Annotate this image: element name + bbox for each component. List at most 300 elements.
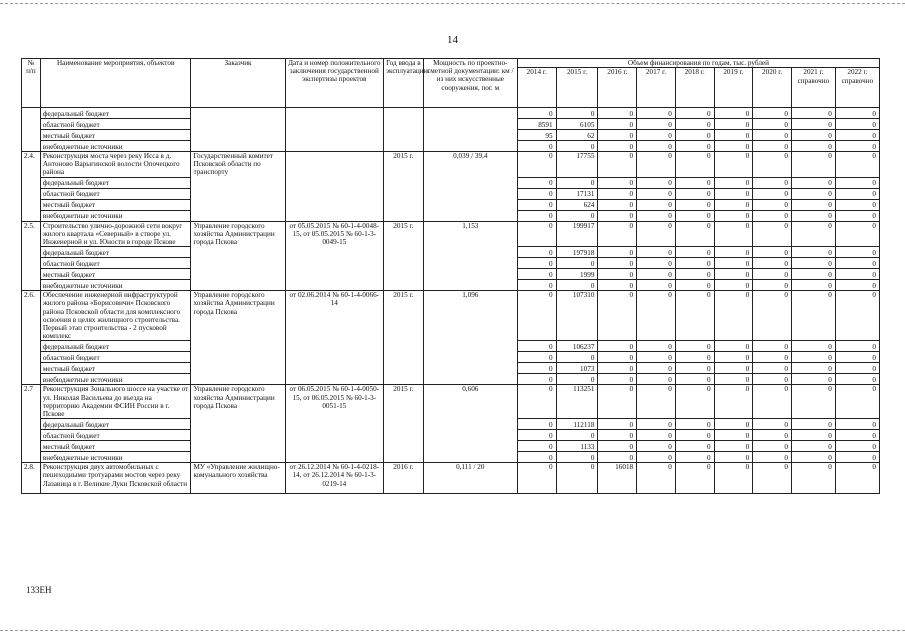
value-cell: 112118 bbox=[556, 419, 598, 430]
value-cell: 0 bbox=[835, 152, 879, 178]
value-cell: 0 bbox=[753, 199, 792, 210]
header-year-3: 2017 г. bbox=[637, 68, 676, 108]
value-cell: 0 bbox=[517, 374, 556, 385]
value-cell: 0 bbox=[753, 210, 792, 221]
value-cell: 0 bbox=[714, 269, 753, 280]
item-row bbox=[22, 221, 880, 247]
value-cell: 0 bbox=[791, 441, 835, 452]
value-cell: 0 bbox=[791, 247, 835, 258]
item-name: Строительство улично-дорожной сети вокруг жилого квартала «Северный» в створе ул. Инженерной и ул. Юности в городе Пскове bbox=[40, 221, 191, 247]
value-cell: 0 bbox=[753, 269, 792, 280]
value-cell: 0 bbox=[753, 341, 792, 352]
source-label: федеральный бюджет bbox=[40, 419, 191, 430]
value-cell: 0 bbox=[714, 441, 753, 452]
value-cell: 0 bbox=[835, 419, 879, 430]
value-cell: 0 bbox=[517, 430, 556, 441]
value-cell: 0 bbox=[835, 188, 879, 199]
header-num: № п/п bbox=[22, 59, 41, 108]
value-cell: 0 bbox=[753, 463, 792, 494]
value-cell: 0 bbox=[675, 419, 714, 430]
value-cell: 0 bbox=[753, 119, 792, 130]
value-cell: 0 bbox=[835, 385, 879, 419]
value-cell: 17755 bbox=[556, 152, 598, 178]
value-cell: 0 bbox=[835, 291, 879, 341]
value-cell: 0 bbox=[714, 341, 753, 352]
value-cell: 0 bbox=[714, 374, 753, 385]
value-cell: 0 bbox=[753, 221, 792, 247]
value-cell: 0 bbox=[714, 210, 753, 221]
value-cell: 0 bbox=[637, 280, 676, 291]
blank-capacity bbox=[423, 108, 517, 152]
header-year-7: 2021 г. справочно bbox=[791, 68, 835, 108]
item-customer: Управление городского хозяйства Администрации города Пскова bbox=[191, 385, 285, 463]
value-cell: 0 bbox=[517, 280, 556, 291]
item-capacity: 1,153 bbox=[423, 221, 517, 291]
value-cell: 0 bbox=[791, 374, 835, 385]
value-cell: 0 bbox=[675, 152, 714, 178]
value-cell: 0 bbox=[637, 152, 676, 178]
value-cell: 0 bbox=[675, 441, 714, 452]
value-cell: 0 bbox=[791, 269, 835, 280]
value-cell: 0 bbox=[714, 430, 753, 441]
value-cell: 0 bbox=[556, 210, 598, 221]
header-customer: Заказчик bbox=[191, 59, 285, 108]
item-customer: Управление городского хозяйства Администрации города Пскова bbox=[191, 221, 285, 291]
value-cell: 197918 bbox=[556, 247, 598, 258]
item-row bbox=[22, 152, 880, 178]
source-label: областной бюджет bbox=[40, 352, 191, 363]
value-cell: 0 bbox=[714, 419, 753, 430]
value-cell: 0 bbox=[517, 463, 556, 494]
header-row-1 bbox=[22, 59, 880, 68]
value-cell: 1999 bbox=[556, 269, 598, 280]
value-cell: 0 bbox=[637, 199, 676, 210]
value-cell: 0 bbox=[753, 419, 792, 430]
item-customer: МУ «Управление жилищно-комунального хозяйства bbox=[191, 463, 285, 494]
item-row bbox=[22, 463, 880, 494]
value-cell: 0 bbox=[556, 452, 598, 463]
value-cell: 0 bbox=[598, 221, 637, 247]
top-edge-line bbox=[0, 3, 905, 4]
value-cell: 0 bbox=[517, 221, 556, 247]
value-cell: 0 bbox=[791, 352, 835, 363]
value-cell: 0 bbox=[517, 258, 556, 269]
header-year-8: 2022 г. справочно bbox=[835, 68, 879, 108]
item-capacity: 0,039 / 39,4 bbox=[423, 152, 517, 222]
value-cell: 0 bbox=[598, 419, 637, 430]
value-cell: 0 bbox=[791, 210, 835, 221]
value-cell: 0 bbox=[675, 385, 714, 419]
value-cell: 0 bbox=[598, 291, 637, 341]
source-label: местный бюджет bbox=[40, 130, 191, 141]
header-year-1: 2015 г. bbox=[556, 68, 598, 108]
value-cell: 0 bbox=[598, 188, 637, 199]
value-cell: 8591 bbox=[517, 119, 556, 130]
value-cell: 0 bbox=[675, 430, 714, 441]
source-label: областной бюджет bbox=[40, 188, 191, 199]
item-expertise: от 26.12.2014 № 60-1-4-0218-14, от 26.12.2014 № 60-1-3-0219-14 bbox=[285, 463, 383, 494]
value-cell: 0 bbox=[714, 258, 753, 269]
value-cell: 0 bbox=[675, 247, 714, 258]
value-cell: 0 bbox=[517, 385, 556, 419]
value-cell: 0 bbox=[637, 141, 676, 152]
value-cell: 0 bbox=[598, 199, 637, 210]
value-cell: 0 bbox=[791, 221, 835, 247]
value-cell: 0 bbox=[675, 258, 714, 269]
value-cell: 0 bbox=[791, 280, 835, 291]
value-cell: 1133 bbox=[556, 441, 598, 452]
value-cell: 0 bbox=[835, 247, 879, 258]
value-cell: 0 bbox=[835, 269, 879, 280]
value-cell: 0 bbox=[517, 452, 556, 463]
value-cell: 0 bbox=[835, 430, 879, 441]
header-name: Наименование мероприятия, объектов bbox=[40, 59, 191, 108]
value-cell: 0 bbox=[714, 247, 753, 258]
value-cell: 0 bbox=[598, 152, 637, 178]
value-cell: 0 bbox=[714, 188, 753, 199]
value-cell: 0 bbox=[675, 280, 714, 291]
value-cell: 0 bbox=[835, 119, 879, 130]
item-commission-year: 2015 г. bbox=[383, 385, 423, 463]
value-cell: 0 bbox=[517, 441, 556, 452]
value-cell: 0 bbox=[637, 247, 676, 258]
value-cell: 0 bbox=[835, 441, 879, 452]
item-customer: Государственный комитет Псковской области по транспорту bbox=[191, 152, 285, 222]
value-cell: 0 bbox=[835, 210, 879, 221]
item-number: 2.7 bbox=[22, 385, 41, 463]
value-cell: 0 bbox=[835, 463, 879, 494]
value-cell: 0 bbox=[753, 291, 792, 341]
value-cell: 0 bbox=[791, 452, 835, 463]
source-label: внебюджетные источники bbox=[40, 210, 191, 221]
value-cell: 0 bbox=[675, 363, 714, 374]
value-cell: 0 bbox=[791, 188, 835, 199]
value-cell: 62 bbox=[556, 130, 598, 141]
value-cell: 0 bbox=[637, 452, 676, 463]
value-cell: 0 bbox=[637, 269, 676, 280]
value-cell: 0 bbox=[517, 352, 556, 363]
value-cell: 0 bbox=[556, 280, 598, 291]
value-cell: 0 bbox=[637, 430, 676, 441]
value-cell: 0 bbox=[791, 141, 835, 152]
value-cell: 0 bbox=[835, 363, 879, 374]
value-cell: 0 bbox=[714, 280, 753, 291]
value-cell: 0 bbox=[753, 130, 792, 141]
value-cell: 0 bbox=[675, 177, 714, 188]
value-cell: 0 bbox=[517, 177, 556, 188]
value-cell: 0 bbox=[637, 385, 676, 419]
header-year-5: 2019 г. bbox=[714, 68, 753, 108]
item-number: 2.8. bbox=[22, 463, 41, 494]
value-cell: 0 bbox=[675, 188, 714, 199]
item-customer: Управление городского хозяйства Администрации города Пскова bbox=[191, 291, 285, 385]
item-name: Реконструкция Зонального шоссе на участке от ул. Николая Васильева до въезда на территорию Академии ФСИН России в г. Пскове bbox=[40, 385, 191, 419]
value-cell: 16018 bbox=[598, 463, 637, 494]
value-cell: 0 bbox=[517, 291, 556, 341]
value-cell: 0 bbox=[835, 221, 879, 247]
value-cell: 0 bbox=[517, 199, 556, 210]
value-cell: 0 bbox=[598, 452, 637, 463]
value-cell: 0 bbox=[598, 177, 637, 188]
value-cell: 0 bbox=[637, 108, 676, 119]
header-capacity: Мощность по проектно-сметной документации: км / из них искусственные сооружения, пог. м bbox=[423, 59, 517, 108]
value-cell: 0 bbox=[556, 374, 598, 385]
header-financing: Объем финансирования по годам, тыс. рублей bbox=[517, 59, 879, 68]
value-cell: 0 bbox=[598, 247, 637, 258]
value-cell: 0 bbox=[835, 258, 879, 269]
table-body bbox=[22, 108, 880, 494]
value-cell: 0 bbox=[835, 341, 879, 352]
value-cell: 0 bbox=[714, 108, 753, 119]
value-cell: 0 bbox=[675, 452, 714, 463]
value-cell: 0 bbox=[637, 210, 676, 221]
value-cell: 0 bbox=[637, 419, 676, 430]
item-expertise: от 05.05.2015 № 60-1-4-0048-15, от 05.05.2015 № 60-1-3-0049-15 bbox=[285, 221, 383, 291]
value-cell: 95 bbox=[517, 130, 556, 141]
value-cell: 0 bbox=[714, 221, 753, 247]
value-cell: 0 bbox=[791, 291, 835, 341]
header-year: Год ввода в эксплуатацию bbox=[383, 59, 423, 108]
value-cell: 0 bbox=[598, 130, 637, 141]
value-cell: 0 bbox=[637, 130, 676, 141]
item-row bbox=[22, 291, 880, 341]
value-cell: 0 bbox=[791, 152, 835, 178]
source-label: внебюджетные источники bbox=[40, 374, 191, 385]
value-cell: 0 bbox=[637, 258, 676, 269]
source-label: внебюджетные источники bbox=[40, 141, 191, 152]
value-cell: 0 bbox=[637, 441, 676, 452]
value-cell: 0 bbox=[598, 385, 637, 419]
source-label: областной бюджет bbox=[40, 258, 191, 269]
item-expertise: от 02.06.2014 № 60-1-4-0066-14 bbox=[285, 291, 383, 385]
value-cell: 0 bbox=[714, 352, 753, 363]
value-cell: 0 bbox=[753, 452, 792, 463]
value-cell: 0 bbox=[637, 463, 676, 494]
value-cell: 0 bbox=[835, 374, 879, 385]
header-year-2: 2016 г. bbox=[598, 68, 637, 108]
value-cell: 0 bbox=[791, 177, 835, 188]
value-cell: 0 bbox=[637, 177, 676, 188]
value-cell: 0 bbox=[598, 363, 637, 374]
value-cell: 0 bbox=[835, 280, 879, 291]
value-cell: 0 bbox=[791, 419, 835, 430]
item-name: Обеспечение инженерной инфраструктурой жилого района «Борисовичи» Псковского района Псковской области для комплексного освоения в целях жилищного строительства. Первый этап строительства - 2 пусковой комплекс bbox=[40, 291, 191, 341]
item-number: 2.4. bbox=[22, 152, 41, 222]
value-cell: 113251 bbox=[556, 385, 598, 419]
value-cell: 0 bbox=[675, 221, 714, 247]
value-cell: 0 bbox=[637, 221, 676, 247]
value-cell: 0 bbox=[675, 291, 714, 341]
item-expertise bbox=[285, 152, 383, 222]
value-cell: 0 bbox=[835, 141, 879, 152]
value-cell: 0 bbox=[556, 352, 598, 363]
value-cell: 107310 bbox=[556, 291, 598, 341]
item-name: Реконструкция моста через реку Исса в д. Антоново Варыгинской волости Опочецкого района bbox=[40, 152, 191, 178]
value-cell: 0 bbox=[753, 441, 792, 452]
value-cell: 0 bbox=[675, 130, 714, 141]
value-cell: 0 bbox=[637, 341, 676, 352]
value-cell: 0 bbox=[598, 352, 637, 363]
source-label: федеральный бюджет bbox=[40, 247, 191, 258]
value-cell: 0 bbox=[835, 199, 879, 210]
item-number: 2.6. bbox=[22, 291, 41, 385]
item-commission-year: 2015 г. bbox=[383, 152, 423, 222]
value-cell: 0 bbox=[791, 108, 835, 119]
source-label: местный бюджет bbox=[40, 269, 191, 280]
source-label: федеральный бюджет bbox=[40, 177, 191, 188]
value-cell: 0 bbox=[675, 463, 714, 494]
item-commission-year: 2016 г. bbox=[383, 463, 423, 494]
value-cell: 0 bbox=[675, 352, 714, 363]
value-cell: 0 bbox=[791, 385, 835, 419]
value-cell: 106237 bbox=[556, 341, 598, 352]
value-cell: 0 bbox=[675, 341, 714, 352]
item-row bbox=[22, 385, 880, 419]
value-cell: 0 bbox=[714, 119, 753, 130]
value-cell: 0 bbox=[791, 363, 835, 374]
source-label: внебюджетные источники bbox=[40, 452, 191, 463]
value-cell: 0 bbox=[556, 463, 598, 494]
value-cell: 0 bbox=[714, 141, 753, 152]
funding-source-row bbox=[22, 108, 880, 119]
value-cell: 0 bbox=[637, 291, 676, 341]
value-cell: 0 bbox=[517, 141, 556, 152]
bottom-edge-line bbox=[0, 630, 905, 631]
header-year-6: 2020 г. bbox=[753, 68, 792, 108]
value-cell: 0 bbox=[675, 119, 714, 130]
value-cell: 0 bbox=[791, 130, 835, 141]
header-year-4: 2018 г. bbox=[675, 68, 714, 108]
value-cell: 0 bbox=[835, 352, 879, 363]
value-cell: 0 bbox=[714, 385, 753, 419]
value-cell: 0 bbox=[791, 199, 835, 210]
blank-expertise bbox=[285, 108, 383, 152]
value-cell: 0 bbox=[556, 108, 598, 119]
value-cell: 0 bbox=[598, 430, 637, 441]
value-cell: 0 bbox=[835, 130, 879, 141]
value-cell: 0 bbox=[517, 419, 556, 430]
value-cell: 0 bbox=[517, 188, 556, 199]
value-cell: 0 bbox=[637, 119, 676, 130]
document-code: 133ЕН bbox=[26, 585, 52, 595]
item-capacity: 0,606 bbox=[423, 385, 517, 463]
value-cell: 0 bbox=[517, 108, 556, 119]
value-cell: 0 bbox=[675, 210, 714, 221]
value-cell: 0 bbox=[753, 188, 792, 199]
value-cell: 0 bbox=[598, 108, 637, 119]
value-cell: 0 bbox=[791, 341, 835, 352]
value-cell: 0 bbox=[714, 177, 753, 188]
value-cell: 0 bbox=[675, 108, 714, 119]
value-cell: 0 bbox=[517, 269, 556, 280]
value-cell: 0 bbox=[637, 352, 676, 363]
item-name: Реконструкция двух автомобильных с пешеходными тротуарами мостов через реку Лазавица в г. Великие Луки Псковской области bbox=[40, 463, 191, 494]
blank-cell bbox=[22, 108, 41, 152]
source-label: местный бюджет bbox=[40, 363, 191, 374]
value-cell: 0 bbox=[556, 430, 598, 441]
value-cell: 0 bbox=[517, 363, 556, 374]
source-label: областной бюджет bbox=[40, 430, 191, 441]
item-commission-year: 2015 г. bbox=[383, 291, 423, 385]
value-cell: 0 bbox=[598, 374, 637, 385]
value-cell: 0 bbox=[753, 141, 792, 152]
source-label: местный бюджет bbox=[40, 199, 191, 210]
value-cell: 0 bbox=[556, 177, 598, 188]
value-cell: 0 bbox=[835, 452, 879, 463]
value-cell: 0 bbox=[714, 199, 753, 210]
value-cell: 0 bbox=[753, 430, 792, 441]
item-capacity: 1,096 bbox=[423, 291, 517, 385]
value-cell: 0 bbox=[753, 108, 792, 119]
page-number: 14 bbox=[447, 34, 458, 46]
value-cell: 0 bbox=[753, 280, 792, 291]
value-cell: 199917 bbox=[556, 221, 598, 247]
value-cell: 624 bbox=[556, 199, 598, 210]
value-cell: 0 bbox=[714, 291, 753, 341]
value-cell: 6105 bbox=[556, 119, 598, 130]
value-cell: 0 bbox=[598, 141, 637, 152]
value-cell: 0 bbox=[598, 119, 637, 130]
value-cell: 0 bbox=[675, 269, 714, 280]
financing-table bbox=[21, 58, 880, 494]
value-cell: 0 bbox=[835, 108, 879, 119]
value-cell: 0 bbox=[637, 188, 676, 199]
blank-customer bbox=[191, 108, 285, 152]
value-cell: 0 bbox=[675, 141, 714, 152]
value-cell: 0 bbox=[835, 177, 879, 188]
value-cell: 0 bbox=[791, 430, 835, 441]
value-cell: 0 bbox=[714, 152, 753, 178]
value-cell: 0 bbox=[753, 374, 792, 385]
source-label: федеральный бюджет bbox=[40, 341, 191, 352]
value-cell: 0 bbox=[637, 374, 676, 385]
value-cell: 0 bbox=[598, 441, 637, 452]
value-cell: 0 bbox=[517, 152, 556, 178]
value-cell: 0 bbox=[598, 341, 637, 352]
item-number: 2.5. bbox=[22, 221, 41, 291]
value-cell: 0 bbox=[714, 130, 753, 141]
source-label: федеральный бюджет bbox=[40, 108, 191, 119]
value-cell: 0 bbox=[714, 452, 753, 463]
source-label: областной бюджет bbox=[40, 119, 191, 130]
value-cell: 0 bbox=[753, 258, 792, 269]
value-cell: 1073 bbox=[556, 363, 598, 374]
value-cell: 0 bbox=[598, 258, 637, 269]
blank-year bbox=[383, 108, 423, 152]
value-cell: 0 bbox=[675, 374, 714, 385]
value-cell: 0 bbox=[675, 199, 714, 210]
value-cell: 0 bbox=[598, 210, 637, 221]
item-commission-year: 2015 г. bbox=[383, 221, 423, 291]
value-cell: 0 bbox=[791, 258, 835, 269]
value-cell: 0 bbox=[753, 152, 792, 178]
value-cell: 0 bbox=[791, 463, 835, 494]
value-cell: 0 bbox=[517, 341, 556, 352]
header-year-0: 2014 г. bbox=[517, 68, 556, 108]
value-cell: 0 bbox=[517, 210, 556, 221]
item-expertise: от 06.05.2015 № 60-1-4-0050-15, от 06.05.2015 № 60-1-3-0051-15 bbox=[285, 385, 383, 463]
value-cell: 0 bbox=[753, 247, 792, 258]
value-cell: 0 bbox=[637, 363, 676, 374]
value-cell: 0 bbox=[753, 177, 792, 188]
header-expertise: Дата и номер положительного заключения государственной экспертизы проектов bbox=[285, 59, 383, 108]
value-cell: 0 bbox=[791, 119, 835, 130]
value-cell: 0 bbox=[753, 363, 792, 374]
value-cell: 0 bbox=[753, 385, 792, 419]
item-capacity: 0,111 / 20 bbox=[423, 463, 517, 494]
value-cell: 0 bbox=[714, 363, 753, 374]
value-cell: 0 bbox=[598, 269, 637, 280]
